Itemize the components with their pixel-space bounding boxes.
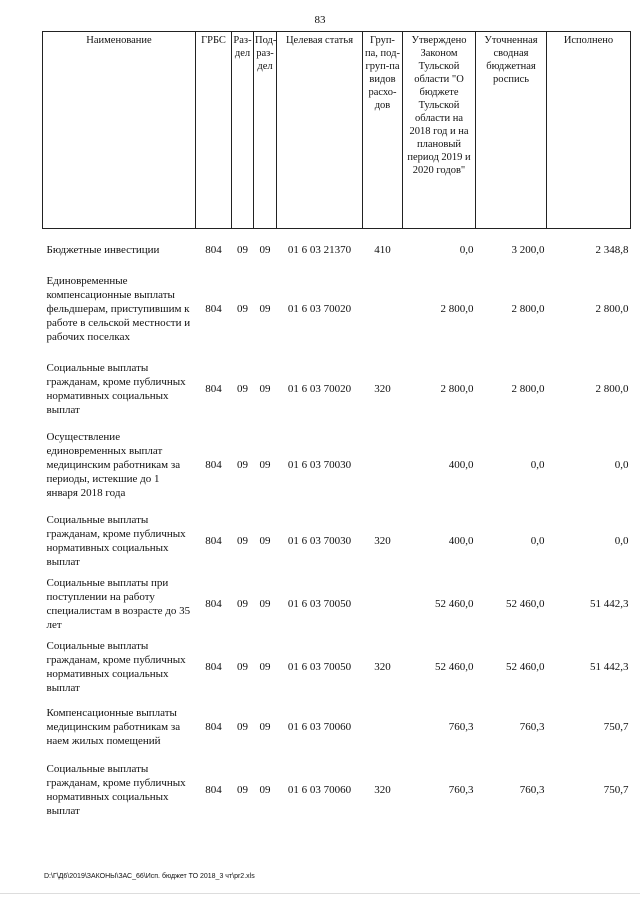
header-razdel: Раз-дел — [232, 32, 254, 229]
row-approved: 400,0 — [448, 535, 474, 547]
row-name: Осуществление единовременных выплат медицинским работникам за периоды, истекшие до 1 января 2018 года — [46, 431, 181, 499]
row-refined: 0,0 — [530, 459, 545, 471]
row-refined: 3 200,0 — [511, 244, 545, 256]
row-razdel: 09 — [237, 721, 248, 733]
row-target: 01 6 03 70050 — [287, 661, 352, 673]
row-grbs: 804 — [205, 721, 222, 733]
header-approved: Утверждено Законом Тульской области "О бюджете Тульской области на 2018 год и на плановый период 2019 и 2020 годов" — [403, 32, 476, 229]
row-refined: 52 460,0 — [506, 661, 545, 673]
row-group: 320 — [374, 383, 391, 395]
row-executed: 750,7 — [603, 721, 629, 733]
row-approved: 52 460,0 — [435, 598, 474, 610]
row-podrazdel: 09 — [259, 784, 271, 796]
row-group: 410 — [374, 244, 391, 256]
row-refined: 52 460,0 — [506, 598, 545, 610]
row-refined: 2 800,0 — [511, 303, 545, 315]
header-refined: Уточненная сводная бюджетная роспись — [476, 32, 547, 229]
row-podrazdel: 09 — [259, 721, 271, 733]
row-podrazdel: 09 — [259, 303, 271, 315]
row-razdel: 09 — [237, 598, 248, 610]
row-name: Социальные выплаты гражданам, кроме публичных нормативных социальных выплат — [46, 362, 186, 416]
row-executed: 51 442,3 — [590, 661, 629, 673]
row-grbs: 804 — [205, 244, 222, 256]
row-name: Социальные выплаты гражданам, кроме публичных нормативных социальных выплат — [46, 763, 186, 817]
row-podrazdel: 09 — [259, 244, 271, 256]
row-target: 01 6 03 70060 — [287, 784, 352, 796]
table-row — [43, 573, 631, 635]
row-razdel: 09 — [237, 535, 248, 547]
row-grbs: 804 — [205, 598, 222, 610]
file-path-footer: D:\Г\Д6\2019\ЗАКОНЫ\ЗАС_66\Исп. бюджет ТО 2018_3 чт\pr2.xls — [44, 873, 255, 880]
row-approved: 2 800,0 — [440, 383, 474, 395]
row-approved: 2 800,0 — [440, 303, 474, 315]
table-row — [43, 509, 631, 573]
header-podrazdel: Под-раз-дел — [254, 32, 277, 229]
row-razdel: 09 — [237, 303, 248, 315]
row-target: 01 6 03 70030 — [287, 535, 352, 547]
row-target: 01 6 03 70060 — [287, 721, 352, 733]
row-refined: 2 800,0 — [511, 383, 545, 395]
row-executed: 750,7 — [603, 784, 629, 796]
row-razdel: 09 — [237, 459, 248, 471]
row-name: Социальные выплаты гражданам, кроме публичных нормативных социальных выплат — [46, 514, 186, 568]
row-grbs: 804 — [205, 535, 222, 547]
row-approved: 52 460,0 — [435, 661, 474, 673]
row-podrazdel: 09 — [259, 535, 271, 547]
row-group — [363, 261, 403, 357]
row-executed: 0,0 — [614, 535, 629, 547]
row-executed: 2 348,8 — [595, 244, 629, 256]
row-executed: 0,0 — [614, 459, 629, 471]
row-target: 01 6 03 70030 — [287, 459, 352, 471]
row-target: 01 6 03 70020 — [287, 303, 352, 315]
row-group: 320 — [374, 535, 391, 547]
row-name: Компенсационные выплаты медицинским работникам за наем жилых помещений — [46, 707, 181, 747]
row-target: 01 6 03 70050 — [287, 598, 352, 610]
table-row — [43, 699, 631, 755]
row-razdel: 09 — [237, 661, 248, 673]
row-podrazdel: 09 — [259, 383, 271, 395]
row-refined: 760,3 — [519, 721, 545, 733]
row-group: 320 — [374, 784, 391, 796]
header-executed: Исполнено — [547, 32, 631, 229]
row-executed: 2 800,0 — [595, 303, 629, 315]
row-razdel: 09 — [237, 784, 248, 796]
row-group — [363, 421, 403, 509]
row-executed: 2 800,0 — [595, 383, 629, 395]
table-row — [43, 239, 631, 261]
header-grbs: ГРБС — [196, 32, 232, 229]
row-podrazdel: 09 — [259, 598, 271, 610]
table-row — [43, 755, 631, 825]
budget-table — [42, 31, 631, 825]
header-name: Наименование — [43, 32, 196, 229]
row-group — [363, 699, 403, 755]
row-approved: 760,3 — [448, 784, 474, 796]
row-name: Социальные выплаты гражданам, кроме публичных нормативных социальных выплат — [46, 640, 186, 694]
header-group: Груп-па, под-груп-па видов расхо-дов — [363, 32, 403, 229]
row-group — [363, 573, 403, 635]
row-grbs: 804 — [205, 383, 222, 395]
row-group: 320 — [374, 661, 391, 673]
row-grbs: 804 — [205, 303, 222, 315]
table-row — [43, 357, 631, 421]
row-refined: 0,0 — [530, 535, 545, 547]
table-row — [43, 261, 631, 357]
header-row — [43, 32, 631, 229]
row-target: 01 6 03 70020 — [287, 383, 352, 395]
row-executed: 51 442,3 — [590, 598, 629, 610]
row-podrazdel: 09 — [259, 661, 271, 673]
header-target: Целевая статья — [277, 32, 363, 229]
row-razdel: 09 — [237, 383, 248, 395]
table-row — [43, 635, 631, 699]
row-refined: 760,3 — [519, 784, 545, 796]
row-razdel: 09 — [237, 244, 248, 256]
row-target: 01 6 03 21370 — [287, 244, 352, 256]
row-name: Единовременные компенсационные выплаты фельдшерам, приступившим к работе в сельской местности и рабочих поселках — [46, 275, 191, 343]
row-approved: 0,0 — [459, 244, 474, 256]
page-bottom-divider — [0, 893, 640, 894]
row-name: Бюджетные инвестиции — [46, 244, 160, 256]
row-approved: 760,3 — [448, 721, 474, 733]
table-row — [43, 421, 631, 509]
row-grbs: 804 — [205, 784, 222, 796]
row-podrazdel: 09 — [259, 459, 271, 471]
row-approved: 400,0 — [448, 459, 474, 471]
row-grbs: 804 — [205, 661, 222, 673]
row-grbs: 804 — [205, 459, 222, 471]
page-number: 83 — [314, 14, 326, 26]
row-name: Социальные выплаты при поступлении на работу специалистам в возрасте до 35 лет — [46, 577, 191, 631]
